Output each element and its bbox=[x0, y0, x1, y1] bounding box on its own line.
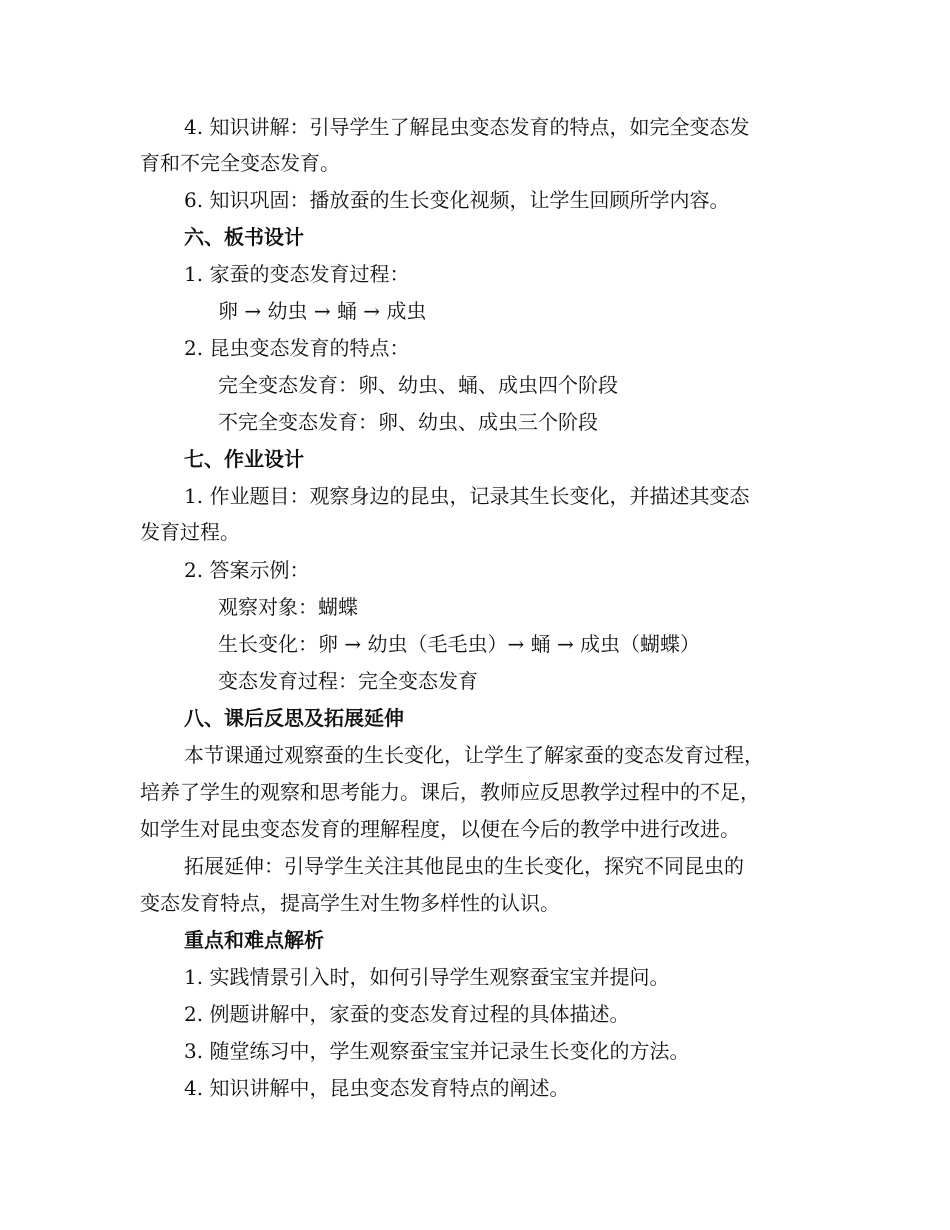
paragraph-line: 4. 知识讲解：引导学生了解昆虫变态发育的特点，如完全变态发 bbox=[184, 115, 750, 139]
paragraph-line: 育和不完全变态发育。 bbox=[140, 151, 340, 175]
section-heading-8: 八、课后反思及拓展延伸 bbox=[184, 706, 404, 730]
paragraph-line: 培养了学生的观察和思考能力。课后，教师应反思教学过程中的不足， bbox=[140, 780, 760, 804]
paragraph-line: 如学生对昆虫变态发育的理解程度，以便在今后的教学中进行改进。 bbox=[140, 817, 740, 841]
section-heading-6: 六、板书设计 bbox=[184, 225, 304, 249]
list-sub-item: 完全变态发育：卵、幼虫、蛹、成虫四个阶段 bbox=[218, 373, 618, 397]
list-sub-item: 生长变化：卵 → 幼虫（毛毛虫）→ 蛹 → 成虫（蝴蝶） bbox=[218, 632, 701, 656]
list-item: 1. 实践情景引入时，如何引导学生观察蚕宝宝并提问。 bbox=[184, 965, 670, 989]
paragraph-line: 变态发育特点，提高学生对生物多样性的认识。 bbox=[140, 891, 560, 915]
paragraph-line: 本节课通过观察蚕的生长变化，让学生了解家蚕的变态发育过程， bbox=[184, 743, 764, 767]
list-sub-item: 变态发育过程：完全变态发育 bbox=[218, 669, 478, 693]
list-item: 2. 昆虫变态发育的特点： bbox=[184, 336, 410, 360]
list-item: 1. 作业题目：观察身边的昆虫，记录其生长变化，并描述其变态 bbox=[184, 484, 750, 508]
list-item: 2. 例题讲解中，家蚕的变态发育过程的具体描述。 bbox=[184, 1002, 630, 1026]
list-item: 3. 随堂练习中，学生观察蚕宝宝并记录生长变化的方法。 bbox=[184, 1039, 690, 1063]
list-item: 1. 家蚕的变态发育过程： bbox=[184, 262, 410, 286]
list-sub-item: 观察对象：蝴蝶 bbox=[218, 595, 358, 619]
paragraph-line: 6. 知识巩固：播放蚕的生长变化视频，让学生回顾所学内容。 bbox=[184, 188, 730, 212]
section-heading-7: 七、作业设计 bbox=[184, 447, 304, 471]
list-sub-item: 卵 → 幼虫 → 蛹 → 成虫 bbox=[218, 299, 427, 323]
section-heading-key-points: 重点和难点解析 bbox=[184, 928, 324, 952]
list-item: 4. 知识讲解中，昆虫变态发育特点的阐述。 bbox=[184, 1076, 570, 1100]
paragraph-line: 拓展延伸：引导学生关注其他昆虫的生长变化，探究不同昆虫的 bbox=[184, 854, 744, 878]
list-sub-item: 不完全变态发育：卵、幼虫、成虫三个阶段 bbox=[218, 410, 598, 434]
list-item: 2. 答案示例： bbox=[184, 558, 310, 582]
paragraph-line: 发育过程。 bbox=[140, 520, 240, 544]
